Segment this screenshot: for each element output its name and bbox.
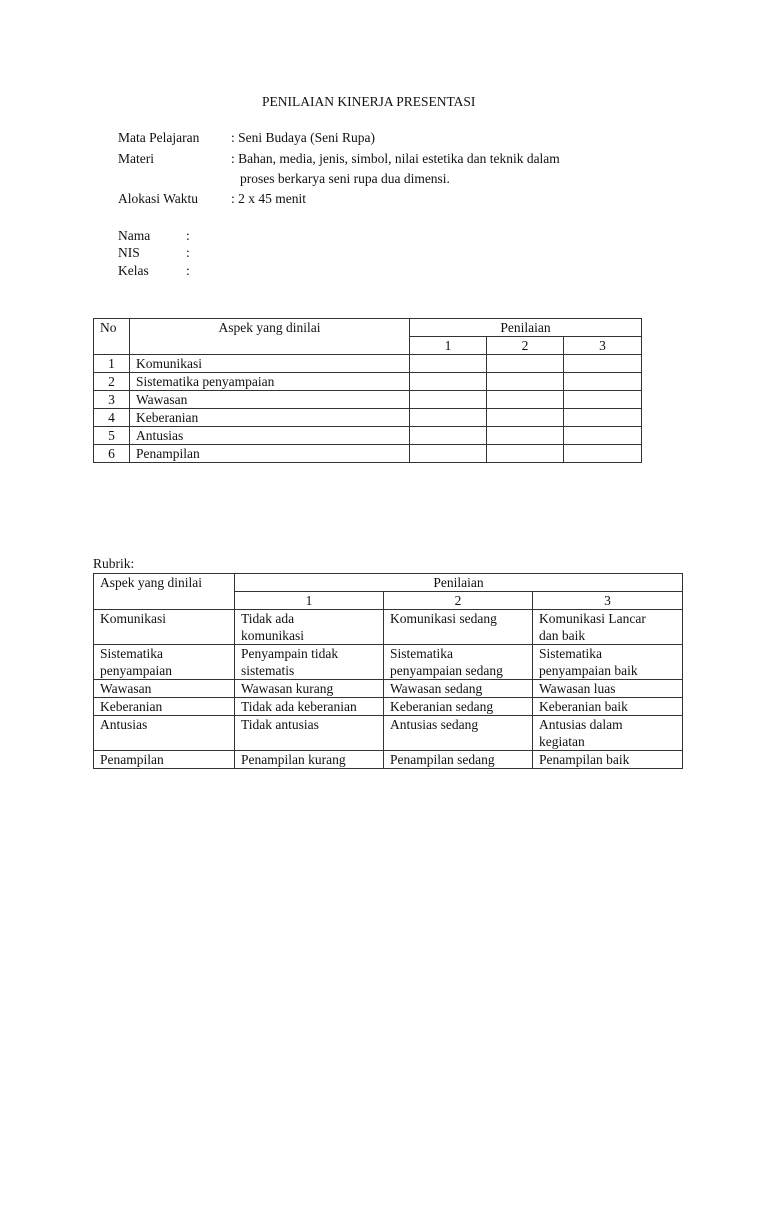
rubric-level-2: Penampilan sedang: [384, 751, 533, 769]
score-cell[interactable]: [410, 355, 487, 373]
score-cell[interactable]: [487, 427, 564, 445]
material-value-line1: : Bahan, media, jenis, simbol, nilai estetika dan teknik dalam: [231, 151, 560, 166]
rubric-label: Rubrik:: [93, 556, 135, 571]
name-label: Nama: [118, 228, 151, 243]
rubric-header-score: Penilaian: [235, 574, 683, 592]
rubric-aspect: Wawasan: [94, 680, 235, 698]
table-row: [94, 355, 642, 373]
material-value-line2: proses berkarya seni rupa dua dimensi.: [240, 171, 450, 186]
rubric-aspect: Keberanian: [94, 698, 235, 716]
score-cell[interactable]: [410, 409, 487, 427]
row-aspect: Sistematika penyampaian: [130, 373, 410, 391]
score-cell[interactable]: [564, 373, 642, 391]
rubric-score-level: 2: [384, 592, 533, 610]
rubric-score-level: 1: [235, 592, 384, 610]
header-aspect: Aspek yang dinilai: [130, 319, 410, 355]
table-row: [94, 409, 642, 427]
row-no: 3: [94, 391, 130, 409]
row-no: 4: [94, 409, 130, 427]
rubric-level-3: Komunikasi Lancar dan baik: [533, 610, 683, 645]
score-cell[interactable]: [410, 445, 487, 463]
table-row: [94, 391, 642, 409]
rubric-level-1: Penampilan kurang: [235, 751, 384, 769]
rubric-level-2: Komunikasi sedang: [384, 610, 533, 645]
rubric-level-2: Keberanian sedang: [384, 698, 533, 716]
rubric-row: [94, 680, 683, 698]
class-label: Kelas: [118, 263, 149, 278]
class-colon: :: [186, 263, 190, 278]
score-cell[interactable]: [410, 373, 487, 391]
score-cell[interactable]: [487, 445, 564, 463]
name-colon: :: [186, 228, 190, 243]
header-score: Penilaian: [410, 319, 642, 337]
rubric-header-aspect: Aspek yang dinilai: [94, 574, 235, 610]
rubric-row: [94, 698, 683, 716]
rubric-level-1: Tidak antusias: [235, 716, 384, 751]
table-row: [94, 427, 642, 445]
rubric-level-2: Wawasan sedang: [384, 680, 533, 698]
assessment-table: [93, 318, 642, 463]
page-title: PENILAIAN KINERJA PRESENTASI: [262, 94, 476, 109]
score-level: 2: [487, 337, 564, 355]
rubric-level-1: Tidak ada keberanian: [235, 698, 384, 716]
rubric-level-3: Wawasan luas: [533, 680, 683, 698]
row-no: 1: [94, 355, 130, 373]
subject-value: : Seni Budaya (Seni Rupa): [231, 130, 375, 145]
rubric-row: [94, 610, 683, 645]
rubric-level-1: Wawasan kurang: [235, 680, 384, 698]
rubric-row: [94, 645, 683, 680]
rubric-aspect: Antusias: [94, 716, 235, 751]
row-aspect: Penampilan: [130, 445, 410, 463]
rubric-level-2: Sistematika penyampaian sedang: [384, 645, 533, 680]
time-value: : 2 x 45 menit: [231, 191, 306, 206]
nis-colon: :: [186, 245, 190, 260]
rubric-level-3: Keberanian baik: [533, 698, 683, 716]
header-no: No: [94, 319, 130, 355]
score-cell[interactable]: [487, 391, 564, 409]
material-label: Materi: [118, 151, 154, 166]
row-aspect: Komunikasi: [130, 355, 410, 373]
row-aspect: Antusias: [130, 427, 410, 445]
score-cell[interactable]: [564, 391, 642, 409]
rubric-row: [94, 716, 683, 751]
row-no: 2: [94, 373, 130, 391]
row-no: 5: [94, 427, 130, 445]
rubric-level-3: Sistematika penyampaian baik: [533, 645, 683, 680]
rubric-row: [94, 751, 683, 769]
score-cell[interactable]: [487, 373, 564, 391]
score-level: 1: [410, 337, 487, 355]
rubric-score-level: 3: [533, 592, 683, 610]
score-cell[interactable]: [564, 427, 642, 445]
score-cell[interactable]: [487, 409, 564, 427]
score-cell[interactable]: [410, 391, 487, 409]
score-cell[interactable]: [487, 355, 564, 373]
table-row: [94, 445, 642, 463]
row-no: 6: [94, 445, 130, 463]
score-cell[interactable]: [564, 355, 642, 373]
rubric-level-1: Penyampain tidak sistematis: [235, 645, 384, 680]
time-label: Alokasi Waktu: [118, 191, 199, 206]
rubric-aspect: Penampilan: [94, 751, 235, 769]
score-cell[interactable]: [410, 427, 487, 445]
nis-label: NIS: [118, 245, 140, 260]
rubric-level-3: Penampilan baik: [533, 751, 683, 769]
rubric-table: [93, 573, 683, 769]
score-level: 3: [564, 337, 642, 355]
score-cell[interactable]: [564, 409, 642, 427]
subject-label: Mata Pelajaran: [118, 130, 200, 145]
rubric-aspect: Komunikasi: [94, 610, 235, 645]
row-aspect: Keberanian: [130, 409, 410, 427]
rubric-aspect: Sistematika penyampaian: [94, 645, 235, 680]
rubric-level-1: Tidak ada komunikasi: [235, 610, 384, 645]
rubric-level-3: Antusias dalam kegiatan: [533, 716, 683, 751]
score-cell[interactable]: [564, 445, 642, 463]
rubric-level-2: Antusias sedang: [384, 716, 533, 751]
row-aspect: Wawasan: [130, 391, 410, 409]
table-row: [94, 373, 642, 391]
